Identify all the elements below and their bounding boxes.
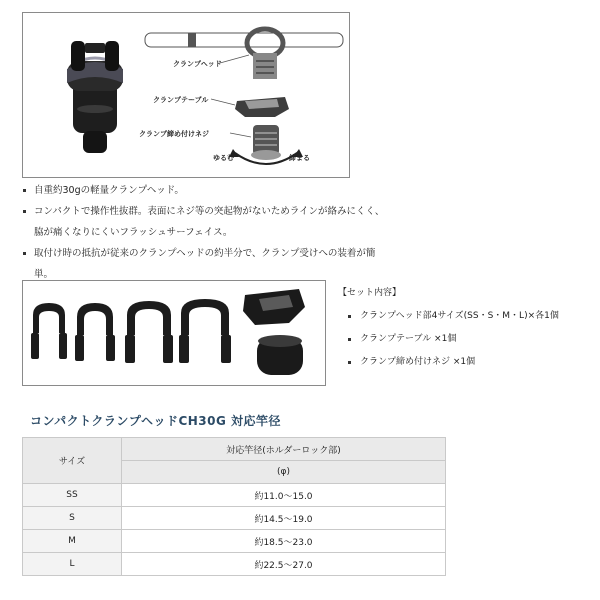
table-row bbox=[23, 530, 446, 553]
range-cell: 約11.0〜15.0 bbox=[122, 484, 446, 507]
size-cell: L bbox=[23, 553, 122, 576]
set-contents bbox=[338, 282, 598, 374]
clamp-head-m-image bbox=[125, 301, 173, 363]
table-row bbox=[23, 553, 446, 576]
clamp-table-image bbox=[243, 289, 305, 325]
clamp-screw-image bbox=[257, 335, 303, 375]
diameter-header: 対応竿径(ホルダーロック部) bbox=[122, 438, 446, 461]
range-cell: 約18.5〜23.0 bbox=[122, 530, 446, 553]
diameter-unit-header: (φ) bbox=[122, 461, 446, 484]
clamp-head-l-image bbox=[179, 299, 231, 363]
callout-clamp-screw: クランプ締め付けネジ bbox=[139, 130, 209, 138]
range-cell: 約14.5〜19.0 bbox=[122, 507, 446, 530]
set-item: クランプヘッド部4サイズ(SS・S・M・L)×各1個 bbox=[338, 305, 598, 328]
set-item: クランプ締め付けネジ ×1個 bbox=[338, 351, 598, 374]
product-diagram-frame bbox=[22, 12, 350, 178]
size-cell: M bbox=[23, 530, 122, 553]
table-row bbox=[23, 484, 446, 507]
feature-list bbox=[22, 180, 422, 285]
clamp-head-s-image bbox=[75, 303, 115, 361]
parts-photo-frame bbox=[22, 280, 326, 386]
feature-item: 自重約30gの軽量クランプヘッド。 bbox=[22, 180, 422, 201]
clamp-table-part bbox=[235, 97, 289, 117]
callout-clamp-table: クランプテーブル bbox=[153, 96, 209, 104]
clamp-head-ss-image bbox=[31, 303, 67, 359]
callout-tighten: 締まる bbox=[289, 154, 310, 162]
range-cell: 約22.5〜27.0 bbox=[122, 553, 446, 576]
set-contents-title: 【セット内容】 bbox=[338, 288, 402, 298]
parts-photo bbox=[23, 281, 325, 385]
size-header: サイズ bbox=[23, 438, 122, 484]
assembled-clamp-illustration bbox=[67, 41, 123, 153]
feature-item: 取付け時の抵抗が従来のクランプヘッドの約半分で、クランプ受けへの装着が簡 単。 bbox=[22, 243, 422, 285]
spec-table-title: コンパクトクランプヘッドCH30G 対応竿径 bbox=[30, 414, 282, 428]
spec-table bbox=[22, 437, 446, 576]
table-header-row bbox=[23, 438, 446, 461]
callout-loosen: ゆるむ bbox=[213, 154, 234, 162]
table-row bbox=[23, 507, 446, 530]
set-item: クランプテーブル ×1個 bbox=[338, 328, 598, 351]
clamp-screw-part bbox=[251, 125, 281, 160]
rod-illustration bbox=[145, 33, 343, 47]
callout-clamp-head: クランプヘッド bbox=[173, 60, 222, 68]
feature-item: コンパクトで操作性抜群。表面にネジ等の突起物がないためラインが絡みにくく、 脇が痛くなりにくいフラッシュサーフェイス。 bbox=[22, 201, 422, 243]
size-cell: SS bbox=[23, 484, 122, 507]
size-cell: S bbox=[23, 507, 122, 530]
